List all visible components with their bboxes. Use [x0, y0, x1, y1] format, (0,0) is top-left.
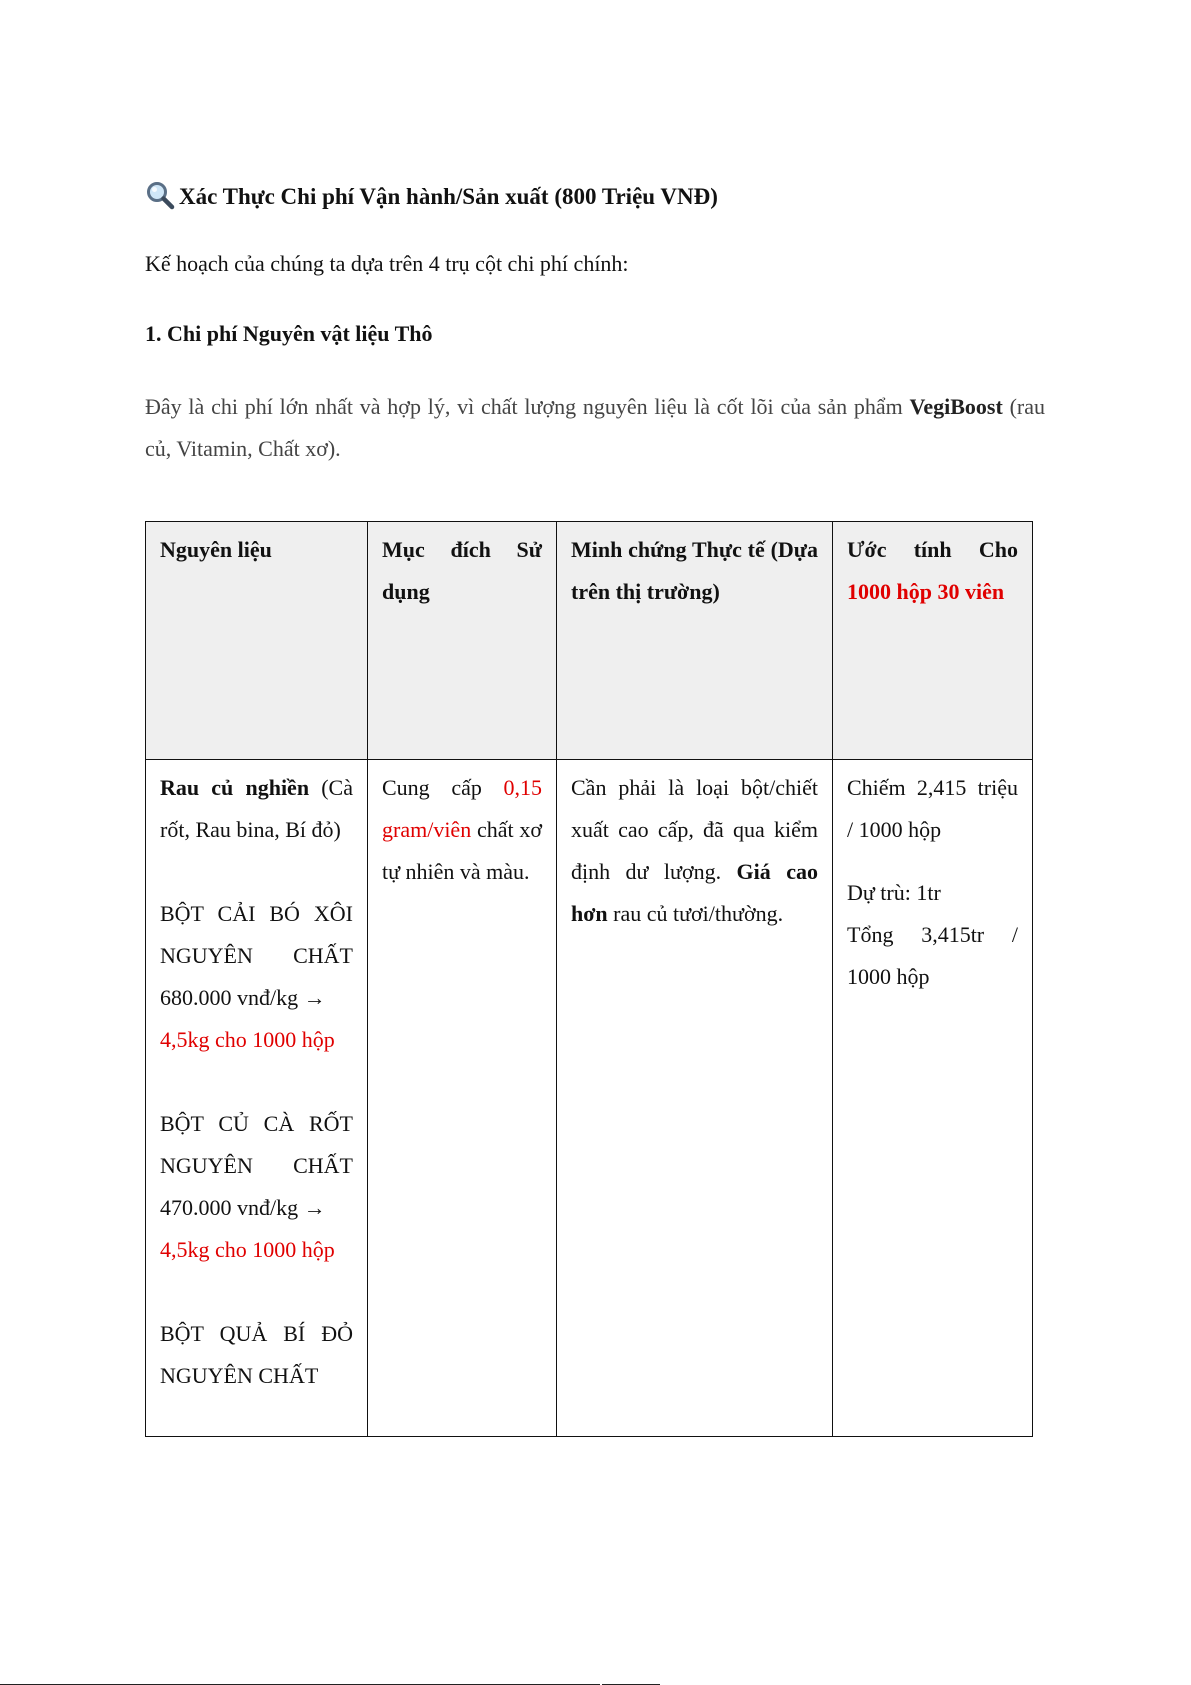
purpose-highlight: 0,15 gram/viên — [382, 775, 542, 842]
estimate-line-1: Chiếm 2,415 triệu / 1000 hộp — [847, 775, 1018, 842]
header-ingredient: Nguyên liệu — [146, 522, 368, 760]
table-row — [146, 760, 1033, 1437]
header-estimate-highlight: 1000 hộp 30 viên — [847, 579, 1005, 604]
header-evidence: Minh chứng Thực tế (Dựa trên thị trường) — [557, 522, 833, 760]
header-purpose: Mục đích Sử dụng — [368, 522, 557, 760]
paragraph-text-after: (rau củ, Vitamin, Chất xơ). — [145, 394, 1046, 461]
header-estimate — [833, 522, 1033, 760]
ingredient-item-qty: 4,5kg cho 1000 hộp — [160, 1027, 335, 1052]
cell-purpose — [368, 760, 557, 1437]
heading-text: Xác Thực Chi phí Vận hành/Sản xuất (800 Triệu VNĐ) — [179, 184, 718, 209]
description-paragraph — [145, 386, 1045, 470]
ingredient-item-label: BỘT CỦ CÀ RỐT NGUYÊN CHẤT 470.000 vnđ/kg → — [160, 1111, 353, 1220]
section-heading — [145, 180, 718, 213]
cell-evidence — [557, 760, 833, 1437]
cell-ingredient — [146, 760, 368, 1437]
magnifying-glass-icon — [145, 180, 175, 210]
subsection-title: 1. Chi phí Nguyên vật liệu Thô — [145, 321, 433, 346]
estimate-line-2: Dự trù: 1tr — [847, 880, 941, 905]
ingredient-name: Rau củ nghiền — [160, 775, 310, 800]
materials-cost-table — [145, 521, 1033, 1437]
paragraph-text-before: Đây là chi phí lớn nhất và hợp lý, vì chất lượng nguyên liệu là cốt lõi của sản phẩm — [145, 394, 910, 419]
purpose-prefix: Cung cấp — [382, 775, 504, 800]
header-estimate-prefix: Ước tính Cho — [847, 537, 1018, 562]
table-header-row — [146, 522, 1033, 760]
ingredient-item-qty: 4,5kg cho 1000 hộp — [160, 1237, 335, 1262]
purpose-suffix: chất xơ tự nhiên và màu. — [382, 817, 542, 884]
evidence-suffix: rau củ tươi/thường. — [607, 901, 784, 926]
brand-name: VegiBoost — [909, 394, 1003, 419]
ingredient-item-label: BỘT QUẢ BÍ ĐỎ NGUYÊN CHẤT — [160, 1321, 353, 1388]
evidence-text: Cần phải là loại bột/chiết xuất cao cấp, đã qua kiểm định dư lượng. — [571, 775, 818, 884]
ingredient-detail: (Cà rốt, Rau bina, Bí đỏ) — [160, 775, 353, 842]
estimate-line-3: Tổng 3,415tr / 1000 hộp — [847, 922, 1018, 989]
cell-estimate — [833, 760, 1033, 1437]
intro-text: Kế hoạch của chúng ta dựa trên 4 trụ cột chi phí chính: — [145, 251, 629, 276]
evidence-bold: Giá cao hơn — [571, 859, 818, 926]
ingredient-item-label: BỘT CẢI BÓ XÔI NGUYÊN CHẤT 680.000 vnđ/kg → — [160, 901, 353, 1010]
